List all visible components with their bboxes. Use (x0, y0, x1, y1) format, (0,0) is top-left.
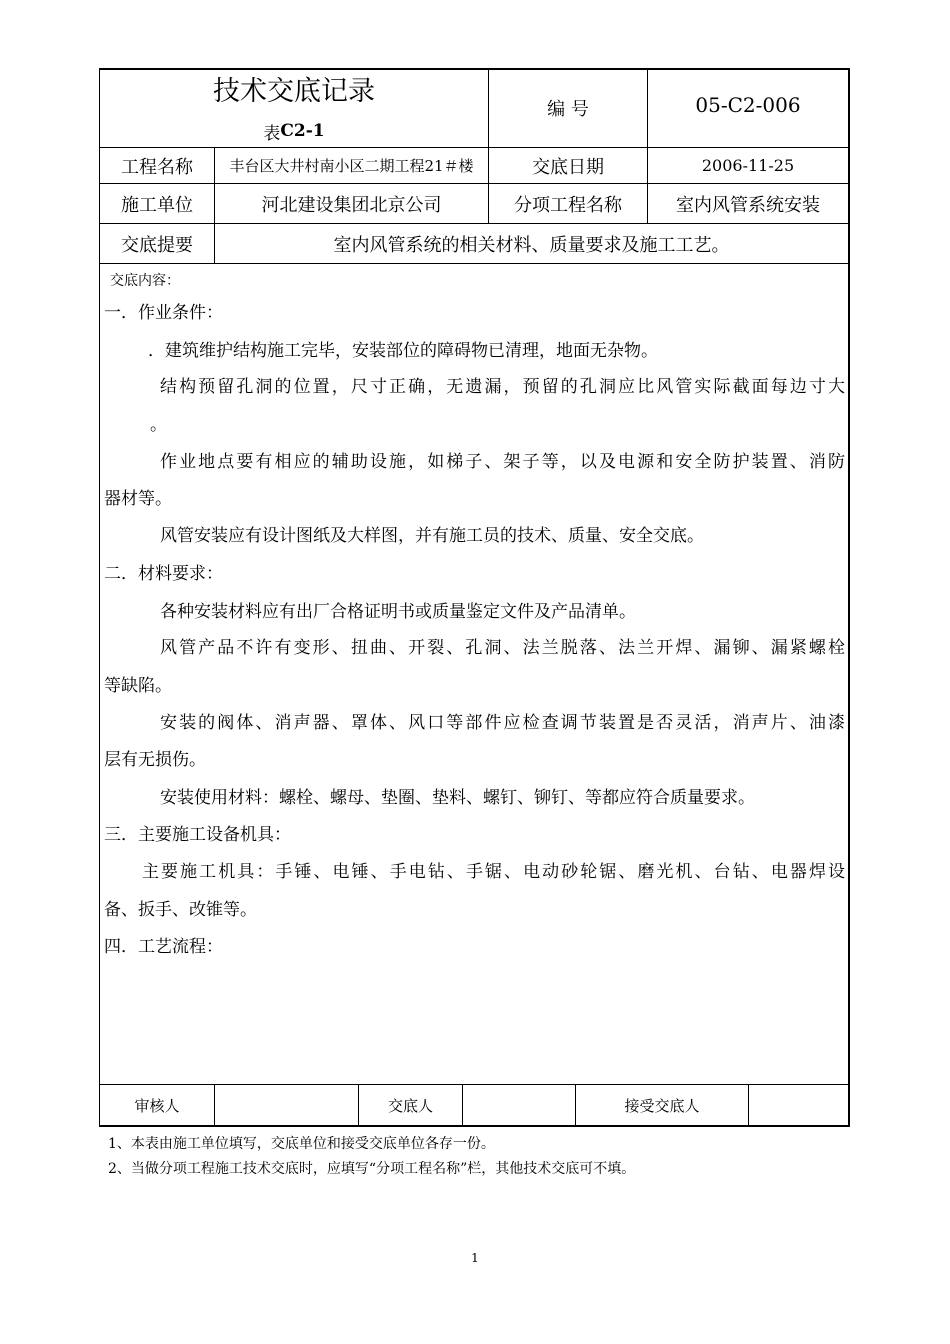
summary-label: 交底提要 (121, 234, 193, 256)
subproject-label: 分项工程名称 (514, 194, 622, 216)
section-heading: 三．主要施工设备机具： (104, 825, 291, 845)
disclosure-date-value: 2006-11-25 (701, 156, 795, 175)
form-code-prefix: 表 (263, 123, 281, 144)
content-line: 安装使用材料：螺栓、螺母、垫圈、垫料、螺钉、铆钉、等都应符合质量要求。 (160, 788, 755, 808)
project-name-label: 工程名称 (121, 156, 193, 178)
contractor-label: 施工单位 (121, 194, 193, 216)
section-heading: 一．作业条件： (104, 303, 223, 323)
content-line: 安装的阀体、消声器、罩体、风口等部件应检查调节装置是否灵活，消声片、油漆 (160, 713, 845, 733)
number-value: 05-C2-006 (695, 93, 801, 117)
content-line: 作业地点要有相应的辅助设施，如梯子、架子等，以及电源和安全防护装置、消防 (160, 452, 845, 472)
content-line: 结构预留孔洞的位置，尺寸正确，无遗漏，预留的孔洞应比风管实际截面每边寸大 (160, 377, 845, 397)
content-line: 主要施工机具：手锤、电锤、手电钻、手锯、电动砂轮锯、磨光机、台钻、电器焊设 (142, 862, 845, 882)
content-line: 。 (150, 415, 167, 435)
content-line: 风管安装应有设计图纸及大样图，并有施工员的技术、质量、安全交底。 (160, 526, 704, 546)
content-line: 各种安装材料应有出厂合格证明书或质量鉴定文件及产品清单。 (160, 602, 636, 622)
reviewer-label: 审核人 (134, 1096, 180, 1115)
form-title: 技术交底记录 (213, 75, 375, 107)
content-line: 备、扳手、改锥等。 (104, 900, 257, 920)
section-heading: 四．工艺流程： (104, 937, 223, 957)
page-number: 1 (471, 1251, 479, 1265)
project-name-value: 丰台区大井村南小区二期工程21＃楼 (229, 157, 474, 175)
receiver-signature-field[interactable] (749, 1085, 848, 1125)
number-label: 编 号 (547, 99, 589, 120)
discloser-label: 交底人 (387, 1096, 433, 1115)
receiver-label: 接受交底人 (624, 1096, 700, 1115)
footnote: 1、本表由施工单位填写，交底单位和接受交底单位各存一份。 (108, 1136, 495, 1152)
contractor-value: 河北建设集团北京公司 (261, 194, 442, 216)
discloser-signature-field[interactable] (463, 1085, 575, 1125)
disclosure-date-label: 交底日期 (532, 156, 604, 178)
form-code-value: C2-1 (280, 121, 325, 141)
content-line: 层有无损伤。 (104, 750, 206, 770)
footnote: 2、当做分项工程施工技术交底时，应填写“分项工程名称”栏，其他技术交底可不填。 (108, 1161, 636, 1177)
content-line: 器材等。 (104, 489, 172, 509)
summary-value: 室内风管系统的相关材料、质量要求及施工工艺。 (333, 234, 730, 256)
reviewer-signature-field[interactable] (215, 1085, 358, 1125)
content-line: 风管产品不许有变形、扭曲、开裂、孔洞、法兰脱落、法兰开焊、漏铆、漏紧螺栓 (160, 638, 845, 658)
form-code (100, 118, 488, 144)
content-line: ．建筑维护结构施工完毕，安装部位的障碍物已清理，地面无杂物。 (148, 341, 658, 361)
row-divider (99, 263, 850, 264)
subproject-value: 室内风管系统安装 (676, 194, 820, 216)
content-label: 交底内容： (110, 273, 180, 289)
content-line: 等缺陷。 (104, 676, 172, 696)
section-heading: 二．材料要求： (104, 564, 223, 584)
